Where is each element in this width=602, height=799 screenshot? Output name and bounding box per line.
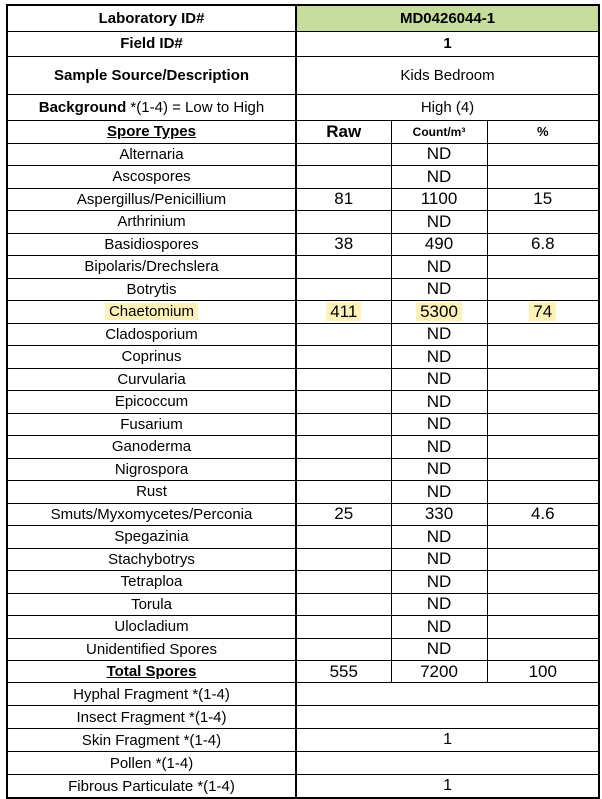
spore-row bbox=[7, 211, 599, 234]
spore-name bbox=[7, 346, 296, 369]
spore-row bbox=[7, 301, 599, 324]
spore-percent bbox=[487, 638, 599, 661]
spore-name-text: Epicoccum bbox=[114, 393, 189, 411]
spore-name bbox=[7, 413, 296, 436]
spore-count-text: ND bbox=[426, 436, 452, 456]
spore-name bbox=[7, 233, 296, 256]
spore-percent-text: 74 bbox=[529, 302, 556, 321]
spore-report-table bbox=[6, 4, 600, 799]
spore-raw bbox=[296, 211, 391, 234]
spore-percent bbox=[487, 481, 599, 504]
spore-raw bbox=[296, 638, 391, 661]
spore-count-text: ND bbox=[426, 616, 452, 636]
spore-count bbox=[391, 436, 487, 459]
raw-header: Raw bbox=[296, 120, 391, 143]
count-header: Count/m³ bbox=[391, 120, 487, 143]
spore-count-text: ND bbox=[426, 144, 452, 164]
spore-count-text: ND bbox=[426, 639, 452, 659]
total-row bbox=[7, 661, 599, 683]
spore-raw bbox=[296, 458, 391, 481]
spore-raw bbox=[296, 346, 391, 369]
spore-raw bbox=[296, 548, 391, 571]
spore-name-text: Stachybotrys bbox=[108, 550, 195, 568]
spore-name bbox=[7, 616, 296, 639]
spore-percent bbox=[487, 346, 599, 369]
spore-row bbox=[7, 368, 599, 391]
spore-name bbox=[7, 526, 296, 549]
spore-name bbox=[7, 548, 296, 571]
spore-percent bbox=[487, 391, 599, 414]
source-value: Kids Bedroom bbox=[296, 56, 599, 94]
spore-raw bbox=[296, 301, 391, 324]
spore-count-text: ND bbox=[426, 594, 452, 614]
spore-name-text: Nigrospora bbox=[114, 460, 189, 478]
spore-name-text: Torula bbox=[131, 595, 172, 613]
spore-percent bbox=[487, 211, 599, 234]
spore-count bbox=[391, 188, 487, 211]
spore-percent bbox=[487, 233, 599, 256]
spore-name bbox=[7, 323, 296, 346]
spore-raw bbox=[296, 503, 391, 526]
spore-name bbox=[7, 593, 296, 616]
spore-name bbox=[7, 278, 296, 301]
spore-count-text: ND bbox=[426, 459, 452, 479]
spore-row bbox=[7, 593, 599, 616]
spore-percent bbox=[487, 143, 599, 166]
spore-name-text: Smuts/Myxomycetes/Perconia bbox=[50, 505, 253, 523]
spore-count bbox=[391, 593, 487, 616]
spore-name bbox=[7, 166, 296, 189]
spore-count-text: ND bbox=[426, 549, 452, 569]
spore-name-text: Basidiospores bbox=[104, 235, 199, 253]
spore-name bbox=[7, 188, 296, 211]
spore-row bbox=[7, 391, 599, 414]
spore-name-text: Bipolaris/Drechslera bbox=[84, 258, 219, 276]
spore-count-text: 1100 bbox=[420, 189, 458, 209]
spore-raw bbox=[296, 391, 391, 414]
spore-percent bbox=[487, 413, 599, 436]
spore-raw bbox=[296, 368, 391, 391]
spore-count-text: ND bbox=[426, 526, 452, 546]
background-label-bold: Background bbox=[38, 98, 127, 116]
spore-name-text: Curvularia bbox=[117, 370, 186, 388]
spore-percent bbox=[487, 458, 599, 481]
spore-percent bbox=[487, 548, 599, 571]
spore-count bbox=[391, 278, 487, 301]
spore-name-text: Botrytis bbox=[126, 280, 177, 298]
background-label-rest: *(1-4) = Low to High bbox=[126, 98, 265, 116]
background-value: High (4) bbox=[296, 94, 599, 120]
spore-count-text: 5300 bbox=[416, 302, 462, 321]
spore-row bbox=[7, 548, 599, 571]
spore-count bbox=[391, 323, 487, 346]
spore-count-text: ND bbox=[426, 369, 452, 389]
spore-count bbox=[391, 571, 487, 594]
spore-count-text: ND bbox=[426, 481, 452, 501]
background-label bbox=[7, 94, 296, 120]
spore-name-text: Chaetomium bbox=[105, 303, 198, 320]
fragment-label: Pollen *(1-4) bbox=[7, 752, 296, 775]
spore-percent bbox=[487, 503, 599, 526]
spore-name-text: Ganoderma bbox=[111, 438, 192, 456]
spore-row bbox=[7, 188, 599, 211]
spore-percent bbox=[487, 301, 599, 324]
spore-count-text: ND bbox=[426, 166, 452, 186]
spore-percent-text: 6.8 bbox=[530, 234, 555, 254]
total-percent: 100 bbox=[487, 661, 599, 683]
fragment-value: 1 bbox=[296, 775, 599, 799]
total-raw: 555 bbox=[296, 661, 391, 683]
spore-raw bbox=[296, 323, 391, 346]
spore-raw bbox=[296, 278, 391, 301]
spore-percent bbox=[487, 256, 599, 279]
spore-row bbox=[7, 143, 599, 166]
spore-row bbox=[7, 233, 599, 256]
spore-count-text: 490 bbox=[424, 234, 454, 254]
spore-name bbox=[7, 571, 296, 594]
fragment-row bbox=[7, 729, 599, 752]
total-label: Total Spores bbox=[7, 661, 296, 683]
spore-name bbox=[7, 638, 296, 661]
spore-percent bbox=[487, 278, 599, 301]
fragment-row bbox=[7, 775, 599, 799]
spore-percent bbox=[487, 571, 599, 594]
spore-count bbox=[391, 346, 487, 369]
spore-raw-text: 38 bbox=[334, 234, 354, 254]
spore-count bbox=[391, 548, 487, 571]
spore-raw-text: 81 bbox=[334, 189, 354, 209]
spore-name bbox=[7, 368, 296, 391]
spore-count bbox=[391, 301, 487, 324]
spore-percent bbox=[487, 436, 599, 459]
spore-raw bbox=[296, 233, 391, 256]
total-count: 7200 bbox=[391, 661, 487, 683]
spore-row bbox=[7, 256, 599, 279]
spore-name-text: Unidentified Spores bbox=[86, 640, 217, 658]
spore-name-text: Tetraploa bbox=[120, 573, 183, 591]
spore-raw bbox=[296, 481, 391, 504]
spore-row bbox=[7, 458, 599, 481]
spore-name-text: Coprinus bbox=[121, 348, 182, 366]
lab-id-label: Laboratory ID# bbox=[7, 5, 296, 31]
spore-count bbox=[391, 526, 487, 549]
spore-raw bbox=[296, 256, 391, 279]
spore-row bbox=[7, 436, 599, 459]
spore-name-text: Ascospores bbox=[112, 168, 191, 186]
spore-name bbox=[7, 391, 296, 414]
spore-count bbox=[391, 368, 487, 391]
fragment-value bbox=[296, 683, 599, 706]
spore-raw bbox=[296, 188, 391, 211]
percent-header: % bbox=[487, 120, 599, 143]
spore-percent bbox=[487, 616, 599, 639]
spore-row bbox=[7, 616, 599, 639]
fragment-label: Skin Fragment *(1-4) bbox=[7, 729, 296, 752]
spore-row bbox=[7, 503, 599, 526]
fragment-label: Hyphal Fragment *(1-4) bbox=[7, 683, 296, 706]
column-header-row bbox=[7, 120, 599, 143]
lab-id-value: MD0426044-1 bbox=[296, 5, 599, 31]
spore-name-text: Rust bbox=[136, 483, 167, 501]
spore-row bbox=[7, 323, 599, 346]
spore-percent bbox=[487, 166, 599, 189]
spore-row bbox=[7, 638, 599, 661]
fragment-row bbox=[7, 706, 599, 729]
spore-row bbox=[7, 346, 599, 369]
spore-name-text: Spegazinia bbox=[114, 528, 189, 546]
spore-count bbox=[391, 481, 487, 504]
spore-raw bbox=[296, 526, 391, 549]
spore-count bbox=[391, 233, 487, 256]
spore-count-text: ND bbox=[426, 414, 452, 434]
lab-id-row bbox=[7, 5, 599, 31]
spore-count-text: ND bbox=[426, 346, 452, 366]
spore-raw bbox=[296, 616, 391, 639]
spore-name bbox=[7, 301, 296, 324]
spore-percent-text: 15 bbox=[533, 189, 553, 209]
field-id-row bbox=[7, 31, 599, 56]
spore-name bbox=[7, 458, 296, 481]
spore-count bbox=[391, 143, 487, 166]
fragment-label: Fibrous Particulate *(1-4) bbox=[7, 775, 296, 799]
spore-raw bbox=[296, 593, 391, 616]
field-id-value: 1 bbox=[296, 31, 599, 56]
fragment-row bbox=[7, 752, 599, 775]
fragment-value: 1 bbox=[296, 729, 599, 752]
spore-row bbox=[7, 278, 599, 301]
spore-raw bbox=[296, 413, 391, 436]
spore-count-text: ND bbox=[426, 391, 452, 411]
spore-row bbox=[7, 166, 599, 189]
field-id-label: Field ID# bbox=[7, 31, 296, 56]
source-row bbox=[7, 56, 599, 94]
spore-name-text: Fusarium bbox=[120, 415, 183, 433]
spore-name-text: Arthrinium bbox=[117, 213, 186, 231]
spore-count-text: ND bbox=[426, 279, 452, 299]
spore-count bbox=[391, 166, 487, 189]
spore-name bbox=[7, 436, 296, 459]
spore-row bbox=[7, 526, 599, 549]
spore-raw bbox=[296, 436, 391, 459]
spore-raw-text: 25 bbox=[334, 504, 354, 524]
spore-count bbox=[391, 211, 487, 234]
spore-percent bbox=[487, 526, 599, 549]
fragment-value bbox=[296, 752, 599, 775]
spore-raw-text: 411 bbox=[326, 302, 361, 321]
spore-count bbox=[391, 391, 487, 414]
fragment-value bbox=[296, 706, 599, 729]
spore-count bbox=[391, 458, 487, 481]
spore-name-text: Aspergillus/Penicillium bbox=[76, 190, 227, 208]
spore-name-text: Ulocladium bbox=[114, 618, 189, 636]
spore-percent-text: 4.6 bbox=[530, 504, 555, 524]
spore-count bbox=[391, 256, 487, 279]
spore-name bbox=[7, 256, 296, 279]
spore-types-header: Spore Types bbox=[7, 120, 296, 143]
spore-count-text: 330 bbox=[424, 504, 454, 524]
spore-raw bbox=[296, 143, 391, 166]
source-label: Sample Source/Description bbox=[7, 56, 296, 94]
spore-name bbox=[7, 481, 296, 504]
spore-percent bbox=[487, 188, 599, 211]
spore-raw bbox=[296, 571, 391, 594]
background-row bbox=[7, 94, 599, 120]
spore-count-text: ND bbox=[426, 324, 452, 344]
spore-count-text: ND bbox=[426, 256, 452, 276]
spore-name-text: Alternaria bbox=[119, 145, 184, 163]
spore-percent bbox=[487, 368, 599, 391]
spore-count bbox=[391, 638, 487, 661]
spore-count bbox=[391, 616, 487, 639]
spore-percent bbox=[487, 323, 599, 346]
spore-row bbox=[7, 481, 599, 504]
spore-count-text: ND bbox=[426, 571, 452, 591]
spore-count bbox=[391, 413, 487, 436]
spore-name bbox=[7, 211, 296, 234]
spore-percent bbox=[487, 593, 599, 616]
spore-count-text: ND bbox=[426, 211, 452, 231]
spore-raw bbox=[296, 166, 391, 189]
spore-row bbox=[7, 571, 599, 594]
spore-name bbox=[7, 143, 296, 166]
fragment-label: Insect Fragment *(1-4) bbox=[7, 706, 296, 729]
spore-row bbox=[7, 413, 599, 436]
fragment-row bbox=[7, 683, 599, 706]
spore-count bbox=[391, 503, 487, 526]
spore-name bbox=[7, 503, 296, 526]
spore-name-text: Cladosporium bbox=[105, 325, 198, 343]
